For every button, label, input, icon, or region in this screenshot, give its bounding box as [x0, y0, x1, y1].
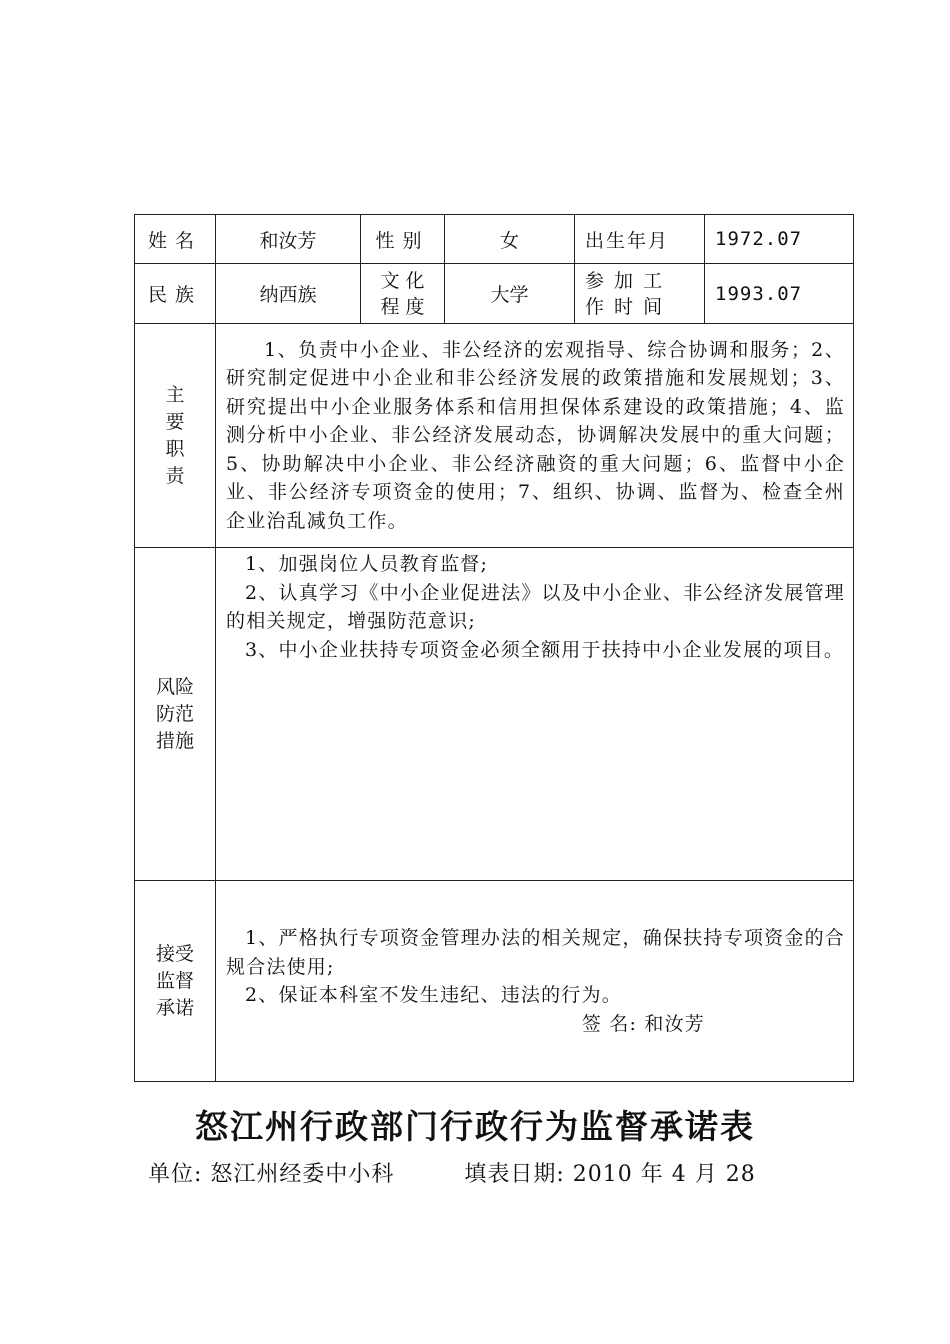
duties-label [135, 324, 216, 548]
risk-label-line: 风险 [155, 675, 194, 698]
ethnicity-value: 纳西族 [216, 264, 361, 324]
row-basic-2 [135, 264, 854, 324]
risk-content [216, 548, 854, 881]
row-basic-1 [135, 215, 854, 264]
pledge-label-line: 接受 [155, 942, 194, 965]
pledge-label-line: 承诺 [155, 996, 194, 1019]
pledge-item: 2、保证本科室不发生违纪、违法的行为。 [245, 984, 622, 1006]
pledge-content [216, 881, 854, 1082]
education-label-line2: 程 度 [380, 295, 425, 318]
duties-label-char: 责 [165, 464, 185, 487]
duties-label-char: 要 [165, 410, 185, 433]
fill-date-text: 填表日期: 2010 年 4 月 28 [464, 1162, 756, 1187]
work-start-label-line1: 参 加 工 [585, 269, 665, 292]
unit-text: 单位: 怒江州经委中小科 [148, 1162, 395, 1187]
page-title: 怒江州行政部门行政行为监督承诺表 [195, 1107, 755, 1146]
risk-item: 2、认真学习《中小企业促进法》以及中小企业、非公经济发展管理的相关规定，增强防范意识; [226, 581, 845, 632]
pledge-item: 1、严格执行专项资金管理办法的相关规定，确保扶持专项资金的合规合法使用; [226, 927, 845, 978]
duties-content [216, 324, 854, 548]
birth-value: 1972.07 [705, 215, 854, 264]
work-start-label [575, 264, 705, 324]
supervision-form-table [134, 214, 854, 1082]
name-value: 和汝芳 [216, 215, 361, 264]
duties-label-char: 职 [165, 437, 185, 460]
birth-label: 出生年月 [575, 215, 705, 264]
name-label: 姓名 [135, 215, 216, 264]
row-pledge [135, 881, 854, 1082]
education-label [361, 264, 445, 324]
work-start-value: 1993.07 [705, 264, 854, 324]
gender-label: 性别 [361, 215, 445, 264]
pledge-label [135, 881, 216, 1082]
risk-label-line: 措施 [155, 729, 194, 752]
duties-text: 1、负责中小企业、非公经济的宏观指导、综合协调和服务；2、研究制定促进中小企业和非公经济发展的政策措施和发展规划；3、研究提出中小企业服务体系和信用担保体系建设的政策措施；4、监测分析中小企业、非公经济发展动态，协调解决发展中的重大问题；5、协助解决中小企业、非公经济融资的重大问题；6、监督中小企业、非公经济专项资金的使用；7、组织、协调、监督为、检查全州企业治乱减负工作。 [226, 338, 845, 532]
work-start-label-line2: 作 时 间 [585, 295, 665, 318]
form-meta [148, 1157, 756, 1188]
risk-item: 1、加强岗位人员教育监督; [245, 553, 489, 575]
duties-label-char: 主 [165, 383, 185, 406]
risk-label-line: 防范 [155, 702, 194, 725]
row-duties [135, 324, 854, 548]
pledge-label-line: 监督 [155, 969, 194, 992]
gender-value: 女 [445, 215, 575, 264]
signature: 签 名: 和汝芳 [581, 1012, 705, 1035]
ethnicity-label: 民族 [135, 264, 216, 324]
education-value: 大学 [445, 264, 575, 324]
row-risk [135, 548, 854, 881]
risk-label [135, 548, 216, 881]
education-label-line1: 文 化 [380, 269, 425, 292]
risk-item: 3、中小企业扶持专项资金必须全额用于扶持中小企业发展的项目。 [245, 638, 845, 661]
